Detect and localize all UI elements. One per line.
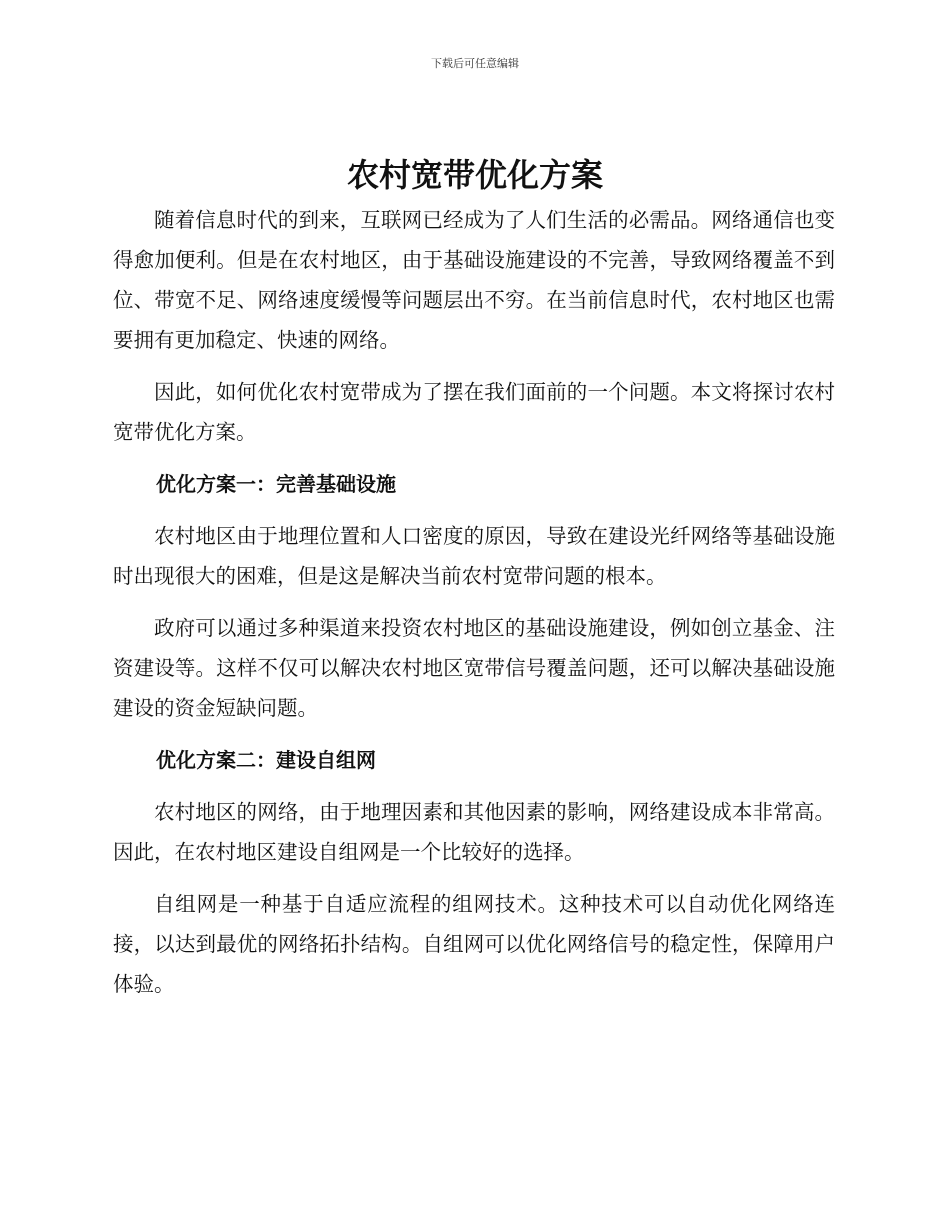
- paragraph-mesh: 自组网是一种基于自适应流程的组网技术。这种技术可以自动优化网络连接，以达到最优的网络拓扑结构。自组网可以优化网络信号的稳定性，保障用户体验。: [113, 892, 835, 996]
- document-body: [113, 200, 835, 1016]
- header-note: 下载后可任意编辑: [431, 57, 519, 70]
- paragraph-government: 政府可以通过多种渠道来投资农村地区的基础设施建设，例如创立基金、注资建设等。这样不仅可以解决农村地区宽带信号覆盖问题，还可以解决基础设施建设的资金短缺问题。: [113, 616, 835, 720]
- section-heading-1: 优化方案一：完善基础设施: [156, 472, 396, 496]
- paragraph-question: 因此，如何优化农村宽带成为了摆在我们面前的一个问题。本文将探讨农村宽带优化方案。: [113, 380, 835, 444]
- paragraph-infrastructure: 农村地区由于地理位置和人口密度的原因，导致在建设光纤网络等基础设施时出现很大的困难，但是这是解决当前农村宽带问题的根本。: [113, 524, 835, 588]
- document-title: 农村宽带优化方案: [346, 156, 603, 194]
- paragraph-cost: 农村地区的网络，由于地理因素和其他因素的影响，网络建设成本非常高。因此，在农村地区建设自组网是一个比较好的选择。: [113, 800, 835, 864]
- section-heading-2: 优化方案二：建设自组网: [156, 748, 376, 772]
- paragraph-intro: 随着信息时代的到来，互联网已经成为了人们生活的必需品。网络通信也变得愈加便利。但是在农村地区，由于基础设施建设的不完善，导致网络覆盖不到位、带宽不足、网络速度缓慢等问题层出不穷。在当前信息时代，农村地区也需要拥有更加稳定、快速的网络。: [113, 208, 835, 352]
